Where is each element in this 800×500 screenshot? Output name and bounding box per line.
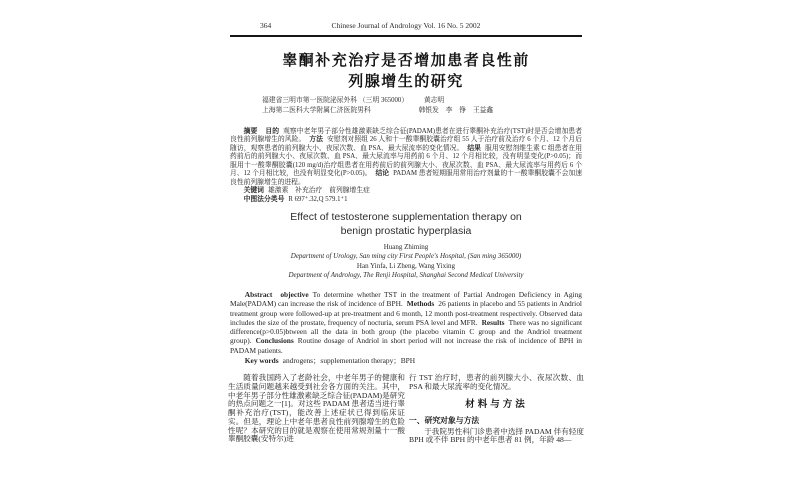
authors-en: [228, 243, 584, 281]
body-column-right: [409, 374, 584, 445]
conclusions-en-label: Conclusions: [255, 336, 294, 346]
affiliation-row-2: [262, 106, 562, 116]
subjects-paragraph: 于我院男性科门诊患者中选择 PADAM 伴有轻度 BPH 或不伴 BPH 的中老年患者 81 例，年龄 48—: [409, 426, 584, 445]
objective-en-label: objective: [280, 290, 309, 299]
keywords-zh-text: 雄激素 补充治疗 前列腺增生症: [267, 187, 370, 195]
authors-1: 黄志明: [423, 97, 445, 104]
methods-zh-label: 方法: [309, 136, 323, 144]
keywords-en-text: androgens；supplementation therapy；BPH: [282, 355, 416, 365]
keywords-zh-line: [230, 187, 582, 195]
page-number: 364: [260, 21, 272, 30]
article-page: [228, 0, 584, 500]
article-title-zh: [228, 50, 584, 92]
results-en-text: There was no significant difference(p>0.05)btween all the data in both group (the placebo vitamin C group and the Andriol treatment group).: [230, 317, 582, 346]
conclusion-zh-text: PADAM 患者短期服用常用治疗剂量的十一酸睾酮胶囊不会加速良性前列腺增生的进程。: [230, 170, 583, 186]
methods-en-text: 26 patients in placebo and 55 patients in Andriol treatment group were followed-up at pre-treatment and 6 month, 12 month post-treatment respectively. Observed data includes the size of the prostate, frequency of nocturia, serum PSA level and MFR.: [230, 299, 582, 327]
affiliations-zh: [262, 96, 562, 115]
abstract-zh: [230, 128, 582, 204]
article-title-en: [228, 210, 584, 238]
body-column-left: [228, 374, 405, 444]
abstract-zh-label: 摘要: [243, 128, 258, 135]
methods-zh-text: 安慰剂对照组 26 人和十一酸睾酮胶囊治疗组 55 人于治疗前及治疗 6 个月、12 个月后随访，观察患者的前列腺大小、夜尿次数、血 PSA、最大尿流率的变化情况。: [230, 136, 583, 152]
authors-2: 韩银发 李 铮 王益鑫: [418, 106, 494, 114]
results-zh-label: 结果: [467, 144, 482, 152]
conclusions-en-text: Routine dosage of Andriol in short period will not increase the risk of incidence of BPH in PADAM patients.: [230, 336, 582, 355]
article-title-zh-line1: 睾酮补充治疗是否增加患者良性前: [282, 51, 530, 69]
article-title-en-line2: benign prostatic hyperplasia: [340, 225, 472, 237]
objective-zh-text: 观察中老年男子部分性雄激素缺乏综合征(PADAM)患者在进行睾酮补充治疗(TST)时是否会增加患者良性前列腺增生的风险。: [230, 128, 583, 144]
abstract-zh-paragraph: [230, 128, 582, 187]
abstract-en: [230, 290, 582, 365]
authors-en-2: Han Yinfa, Li Zheng, Wang Yixing: [356, 261, 456, 270]
affiliation-2: 上海第二医科大学附属仁济医院男科: [262, 106, 371, 114]
article-title-zh-line2: 列腺增生的研究: [348, 72, 464, 90]
page-header: [228, 21, 584, 30]
keywords-zh-label: 关键词: [243, 187, 264, 195]
author-en-1: Huang Zhiming: [383, 243, 429, 251]
article-title-en-line1: Effect of testosterone supplementation therapy on: [290, 211, 522, 223]
journal-title-header: Chinese Journal of Andrology Vol. 16 No. 5 2002: [331, 21, 481, 30]
results-en-label: Results: [481, 317, 505, 327]
keywords-en-line: [230, 356, 582, 365]
affiliation-1: 福建省三明市第一医院泌尿外科 （三明 365000）: [262, 97, 409, 104]
clc-line: [230, 196, 582, 204]
results-zh-text: 服用安慰剂维生素 C 组患者在用药前后的前列腺大小、夜尿次数、血 PSA、最大尿流率与用药前 6 个月、12 个月相比较，没有明显变化(P>0.05)；而服用十一酸睾酮胶囊(120 mg/d)治疗组患者在用药前后的前列腺大小、夜尿次数、血 PSA、最大尿流率与用药后 6 个月、12 个月相比较，也没有明显变化(P>0.05)。: [230, 144, 583, 178]
objective-en-text: To determine whether TST in the treatment of Partial Androgen Deficiency in Aging Male(PADAM) can increase the risk of incidence of BPH.: [230, 290, 582, 309]
header-rule: [230, 35, 582, 37]
abstract-en-label: Abstract: [244, 290, 273, 299]
intro-paragraph-right: 行 TST 治疗时，患者的前列腺大小、夜尿次数、血 PSA 和最大尿流率的变化情况。: [409, 373, 584, 391]
abstract-en-paragraph: [230, 290, 582, 355]
clc-label: 中图法分类号: [243, 195, 285, 203]
methods-en-label: Methods: [406, 299, 435, 309]
affiliation-en-2: Department of Andrology, The Renji Hospital, Shanghai Second Medical University: [288, 271, 524, 280]
intro-paragraph-left: 随着我国跨入了老龄社会，中老年男子的健康和生活质量问题越来越受到社会各方面的关注。其中，中老年男子部分性雄激素缺乏综合征(PADAM)是研究的热点问题之一[1]。对这些 PADAM 患者适当进行睾酮补充治疗(TST)，能改善上述症状已得到临床证实。但是，理论上中老年患者良性前列腺增生的危险性呢？本研究的目的就是观察在使用常规剂量十一酸睾酮胶囊(安特尔)进: [228, 373, 405, 444]
keywords-en-label: Key words: [244, 355, 279, 365]
clc-text: R 697⁺.32,Q 579.1⁺1: [288, 195, 348, 203]
affiliation-row-1: [262, 96, 562, 106]
subsection-heading-subjects-methods: 一、研究对象与方法: [409, 416, 480, 426]
section-heading-materials-methods: 材料与方法: [465, 398, 528, 410]
affiliation-en-1: Department of Urology, San ming city First People's Hospital, (San ming 365000): [290, 252, 522, 261]
conclusion-zh-label: 结论: [375, 170, 390, 178]
objective-zh-label: 目的: [265, 128, 280, 135]
